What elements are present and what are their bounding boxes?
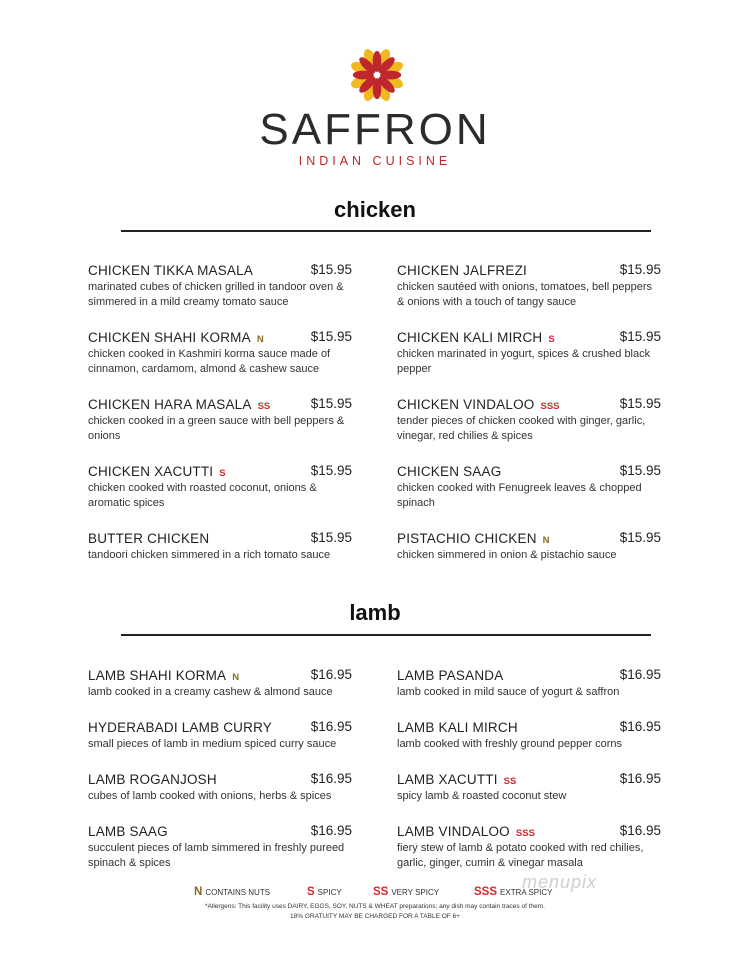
menu-item	[397, 463, 661, 511]
menu-item-description: fiery stew of lamb & potato cooked with red chilies, garlic, ginger, cumin & vinegar masala	[397, 842, 644, 869]
menu-item-price: $16.95	[619, 719, 661, 734]
menu-item-price: $15.95	[310, 530, 352, 545]
menu-item	[88, 262, 352, 310]
menupix-watermark: menupix	[522, 872, 598, 892]
menu-item-name: CHICKEN JALFREZI	[397, 263, 527, 278]
menu-item-description: chicken cooked with Fenugreek leaves & chopped spinach	[397, 482, 642, 509]
menu-item-name: CHICKEN VINDALOO	[397, 397, 535, 412]
spicy-level-badge: SS	[503, 776, 517, 787]
menu-item	[397, 823, 661, 871]
menu-item-description: succulent pieces of lamb simmered in freshly pureed spinach & spices	[88, 842, 345, 869]
spicy-level-badge: SS	[257, 401, 271, 412]
menu-item-name: LAMB XACUTTI	[397, 772, 498, 787]
menu-item-price: $15.95	[310, 329, 352, 344]
spicy-level-badge: SSS	[540, 401, 560, 412]
menu-item	[88, 463, 352, 511]
menu-item-name: CHICKEN SAAG	[397, 464, 502, 479]
spicy-level-badge: S	[548, 334, 555, 345]
section-title-chicken: chicken	[334, 197, 416, 222]
menu-item-price: $15.95	[619, 530, 661, 545]
menu-item-description: spicy lamb & roasted coconut stew	[397, 790, 567, 802]
section-divider	[121, 634, 651, 636]
spicy-level-badge: S	[219, 468, 226, 479]
menu-item-description: lamb cooked in mild sauce of yogurt & saffron	[397, 686, 620, 698]
menu-item-name: LAMB SAAG	[88, 824, 168, 839]
menu-item-name: BUTTER CHICKEN	[88, 531, 210, 546]
menu-item	[88, 530, 352, 563]
brand-subtitle: INDIAN CUISINE	[298, 154, 452, 168]
contains-nuts-badge: N	[232, 672, 240, 683]
menu-item-price: $15.95	[619, 262, 661, 277]
menu-item-price: $15.95	[310, 262, 352, 277]
menu-item	[397, 329, 661, 377]
menu-item-description: lamb cooked with freshly ground pepper corns	[397, 738, 623, 750]
menu-item-description: chicken cooked in a green sauce with bell peppers & onions	[88, 415, 345, 442]
menu-item-description: lamb cooked in a creamy cashew & almond sauce	[88, 686, 333, 698]
menu-item-description: small pieces of lamb in medium spiced curry sauce	[88, 738, 337, 750]
section-title-lamb: lamb	[349, 600, 401, 625]
spicy-level-badge: SSS	[515, 828, 535, 839]
menu-item-price: $15.95	[310, 396, 352, 411]
legend	[0, 886, 750, 902]
menu-item	[88, 719, 352, 752]
menu-item	[88, 771, 352, 804]
menu-item-name: PISTACHIO CHICKEN	[397, 531, 537, 546]
menu-item-description: marinated cubes of chicken grilled in tandoor oven & simmered in a mild creamy tomato sauce	[88, 281, 344, 308]
menu-item	[88, 396, 352, 444]
menu-item-name: CHICKEN HARA MASALA	[88, 397, 252, 412]
menu-item-description: tender pieces of chicken cooked with ginger, garlic, vinegar, red chilies & spices	[397, 415, 646, 442]
menu-item-price: $15.95	[310, 463, 352, 478]
menu-item-description: tandoori chicken simmered in a rich tomato sauce	[88, 549, 331, 561]
menu-item-name: CHICKEN TIKKA MASALA	[88, 263, 254, 278]
menu-item-name: LAMB PASANDA	[397, 668, 504, 683]
menu-item	[397, 262, 661, 310]
section-divider	[121, 230, 651, 232]
menu-item-name: LAMB SHAHI KORMA	[88, 668, 227, 683]
menu-item-price: $16.95	[619, 771, 661, 786]
menu-item-name: LAMB ROGANJOSH	[88, 772, 217, 787]
legend-extra-spicy: SSS EXTRA SPICY	[474, 886, 553, 898]
menu-item-description: chicken cooked in Kashmiri korma sauce made of cinnamon, cardamom, almond & cashew sauce	[88, 348, 331, 375]
menu-item-price: $15.95	[619, 329, 661, 344]
menu-item-description: chicken cooked with roasted coconut, onions & aromatic spices	[88, 482, 317, 509]
menu-item	[88, 329, 352, 377]
brand-name: SAFFRON	[259, 105, 491, 154]
legend-very-spicy: SS VERY SPICY	[373, 886, 440, 898]
menu-item-description: chicken simmered in onion & pistachio sauce	[397, 549, 617, 561]
menu-item-name: CHICKEN XACUTTI	[88, 464, 214, 479]
menu-item	[397, 530, 661, 563]
contains-nuts-badge: N	[542, 535, 550, 546]
menu-item	[397, 667, 661, 700]
menu-item-name: LAMB VINDALOO	[397, 824, 510, 839]
menu-item-name: LAMB KALI MIRCH	[397, 720, 518, 735]
menu-item-name: CHICKEN KALI MIRCH	[397, 330, 543, 345]
menu-item	[397, 719, 661, 752]
menu-item-price: $16.95	[310, 823, 352, 838]
menu-item	[88, 667, 352, 700]
menu-item-name: HYDERABADI LAMB CURRY	[88, 720, 272, 735]
legend-nuts: N CONTAINS NUTS	[194, 886, 271, 898]
saffron-flower-logo-icon	[346, 44, 408, 106]
menu-item	[397, 771, 661, 804]
menu-item-price: $16.95	[310, 667, 352, 682]
menu-item-price: $16.95	[619, 823, 661, 838]
menu-item-description: cubes of lamb cooked with onions, herbs & spices	[88, 790, 332, 802]
menu-item-name: CHICKEN SHAHI KORMA	[88, 330, 251, 345]
menu-item	[397, 396, 661, 444]
gratuity-note: 18% GRATUITY MAY BE CHARGED FOR A TABLE OF 6+	[290, 913, 460, 920]
menu-item	[88, 823, 352, 871]
menu-item-price: $16.95	[310, 771, 352, 786]
menu-item-price: $16.95	[310, 719, 352, 734]
menu-item-price: $15.95	[619, 396, 661, 411]
contains-nuts-badge: N	[256, 334, 264, 345]
menu-item-price: $16.95	[619, 667, 661, 682]
allergen-note: *Allergens: This facility uses DAIRY, EGGS, SOY, NUTS & WHEAT preparations; any dish may contain traces of them.	[205, 903, 545, 910]
legend-spicy: S SPICY	[307, 886, 342, 898]
menu-item-description: chicken marinated in yogurt, spices & crushed black pepper	[397, 348, 651, 375]
menu-item-description: chicken sautéed with onions, tomatoes, bell peppers & onions with a touch of tangy sauce	[397, 281, 652, 308]
menu-item-price: $15.95	[619, 463, 661, 478]
